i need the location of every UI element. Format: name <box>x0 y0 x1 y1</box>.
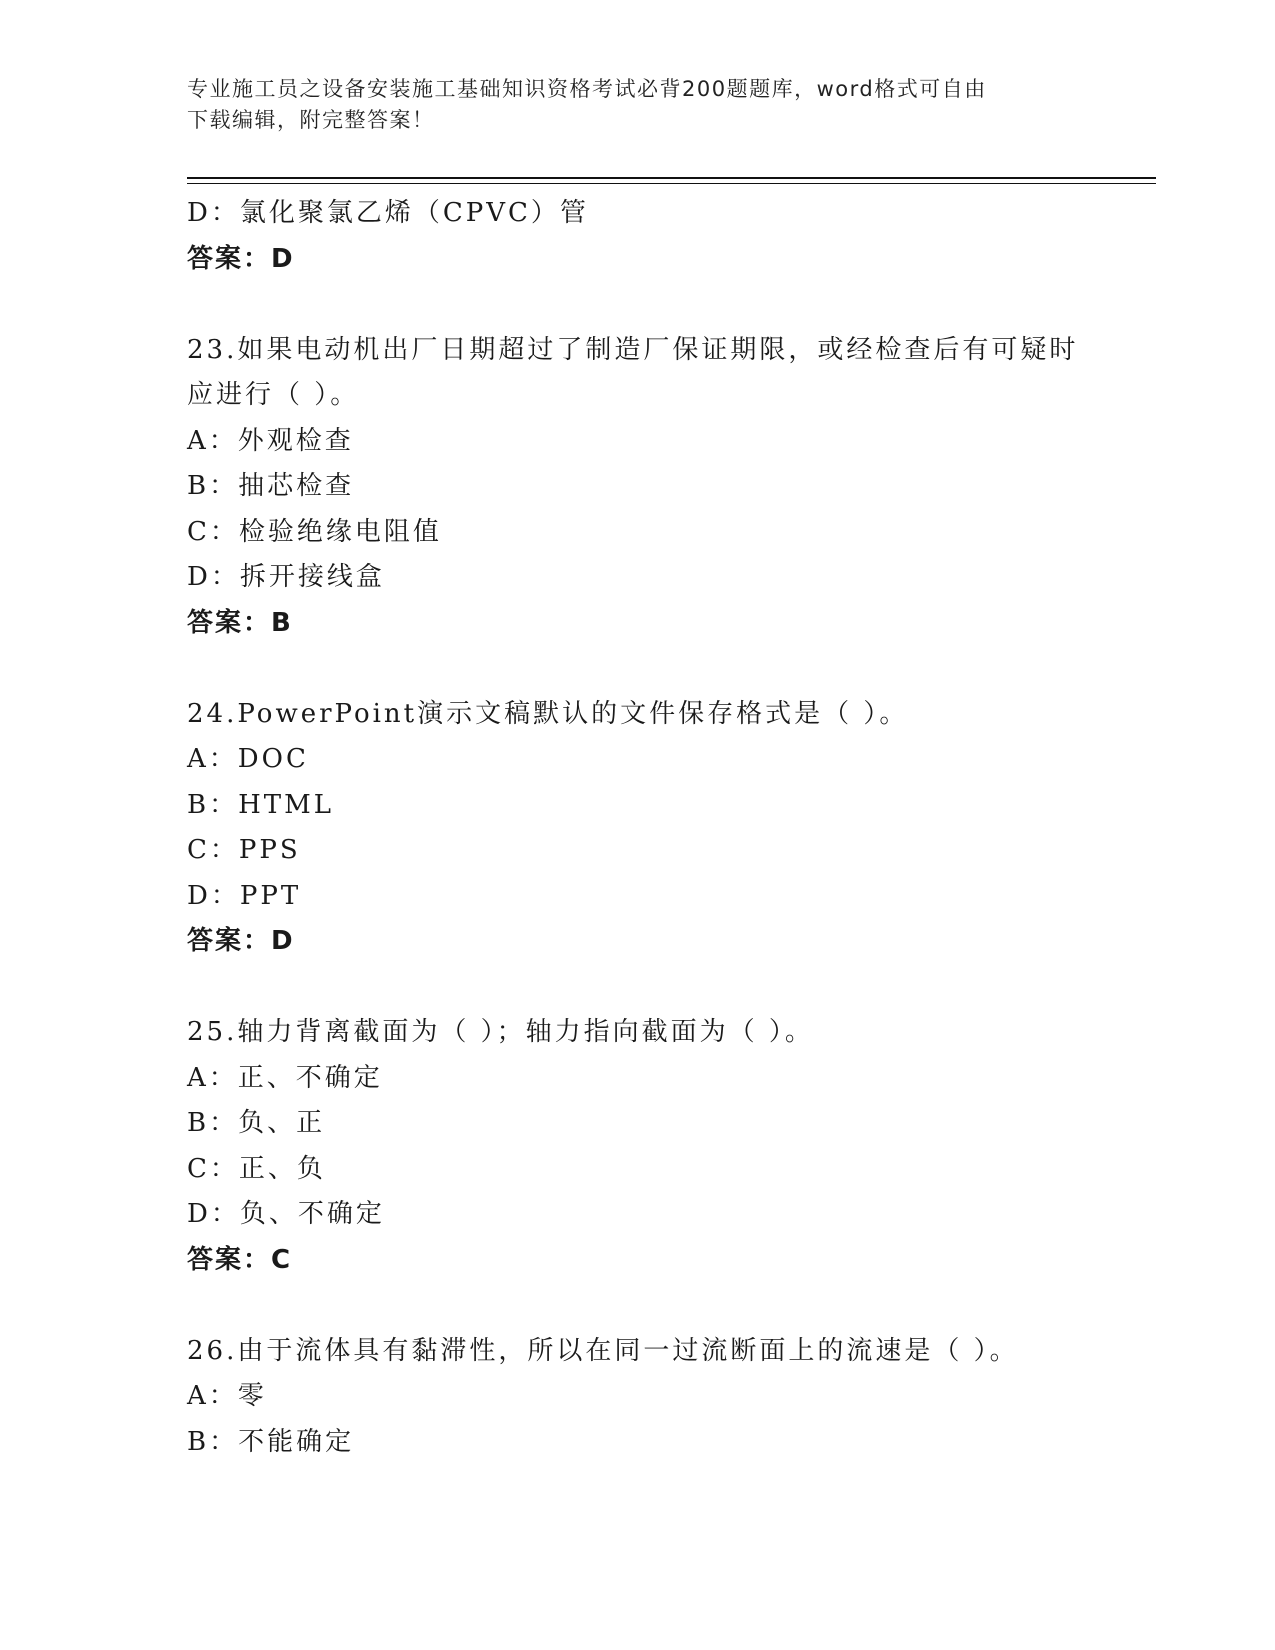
answer-text: 答案：D <box>187 243 295 274</box>
header-divider-thick <box>187 177 1156 179</box>
option-d: D：负、不确定 <box>187 1199 385 1229</box>
answer-text: 答案：D <box>187 926 295 956</box>
spacer <box>187 282 1127 328</box>
spacer <box>187 965 1127 1011</box>
question-25 <box>187 1010 1127 1283</box>
answer-text: 答案：C <box>187 1244 293 1275</box>
option-c: C：检验绝缘电阻值 <box>187 516 442 547</box>
option-b: B：抽芯检查 <box>187 471 355 501</box>
option-a: A：DOC <box>187 744 309 774</box>
header-line-2: 下载编辑，附完整答案！ <box>187 108 435 132</box>
question-24 <box>187 692 1127 965</box>
option-a: A：外观检查 <box>187 425 354 456</box>
option-a: A：正、不确定 <box>187 1062 383 1093</box>
option-b: B：HTML <box>187 789 335 820</box>
option-d: D：氯化聚氯乙烯（CPVC）管 <box>187 198 589 228</box>
option-c: C：正、负 <box>187 1153 326 1184</box>
header-line-1: 专业施工员之设备安装施工基础知识资格考试必背200题题库，word格式可自由 <box>187 77 987 101</box>
option-b: B：负、正 <box>187 1108 326 1138</box>
question-stem: 25.轴力背离截面为（ ）；轴力指向截面为（ ）。 <box>187 1017 814 1047</box>
header-divider-thin <box>187 183 1156 184</box>
document-header <box>187 74 1087 136</box>
question-stem: 23.如果电动机出厂日期超过了制造厂保证期限，或经检查后有可疑时 <box>187 334 1079 365</box>
question-stem: 26.由于流体具有黏滞性，所以在同一过流断面上的流速是（ ）。 <box>187 1335 1019 1366</box>
option-d: D：拆开接线盒 <box>187 562 385 592</box>
answer-text: 答案：B <box>187 607 293 638</box>
question-stem-continued: 应进行（ ）。 <box>187 380 360 410</box>
question-26 <box>187 1329 1127 1466</box>
spacer <box>187 646 1127 692</box>
spacer <box>187 1283 1127 1329</box>
option-d: D：PPT <box>187 880 302 911</box>
option-b: B：不能确定 <box>187 1426 355 1457</box>
option-a: A：零 <box>187 1381 267 1411</box>
question-23 <box>187 328 1127 647</box>
question-stem: 24.PowerPoint演示文稿默认的文件保存格式是（ ）。 <box>187 698 909 729</box>
option-c: C：PPS <box>187 835 301 865</box>
question-list <box>187 191 1127 1465</box>
